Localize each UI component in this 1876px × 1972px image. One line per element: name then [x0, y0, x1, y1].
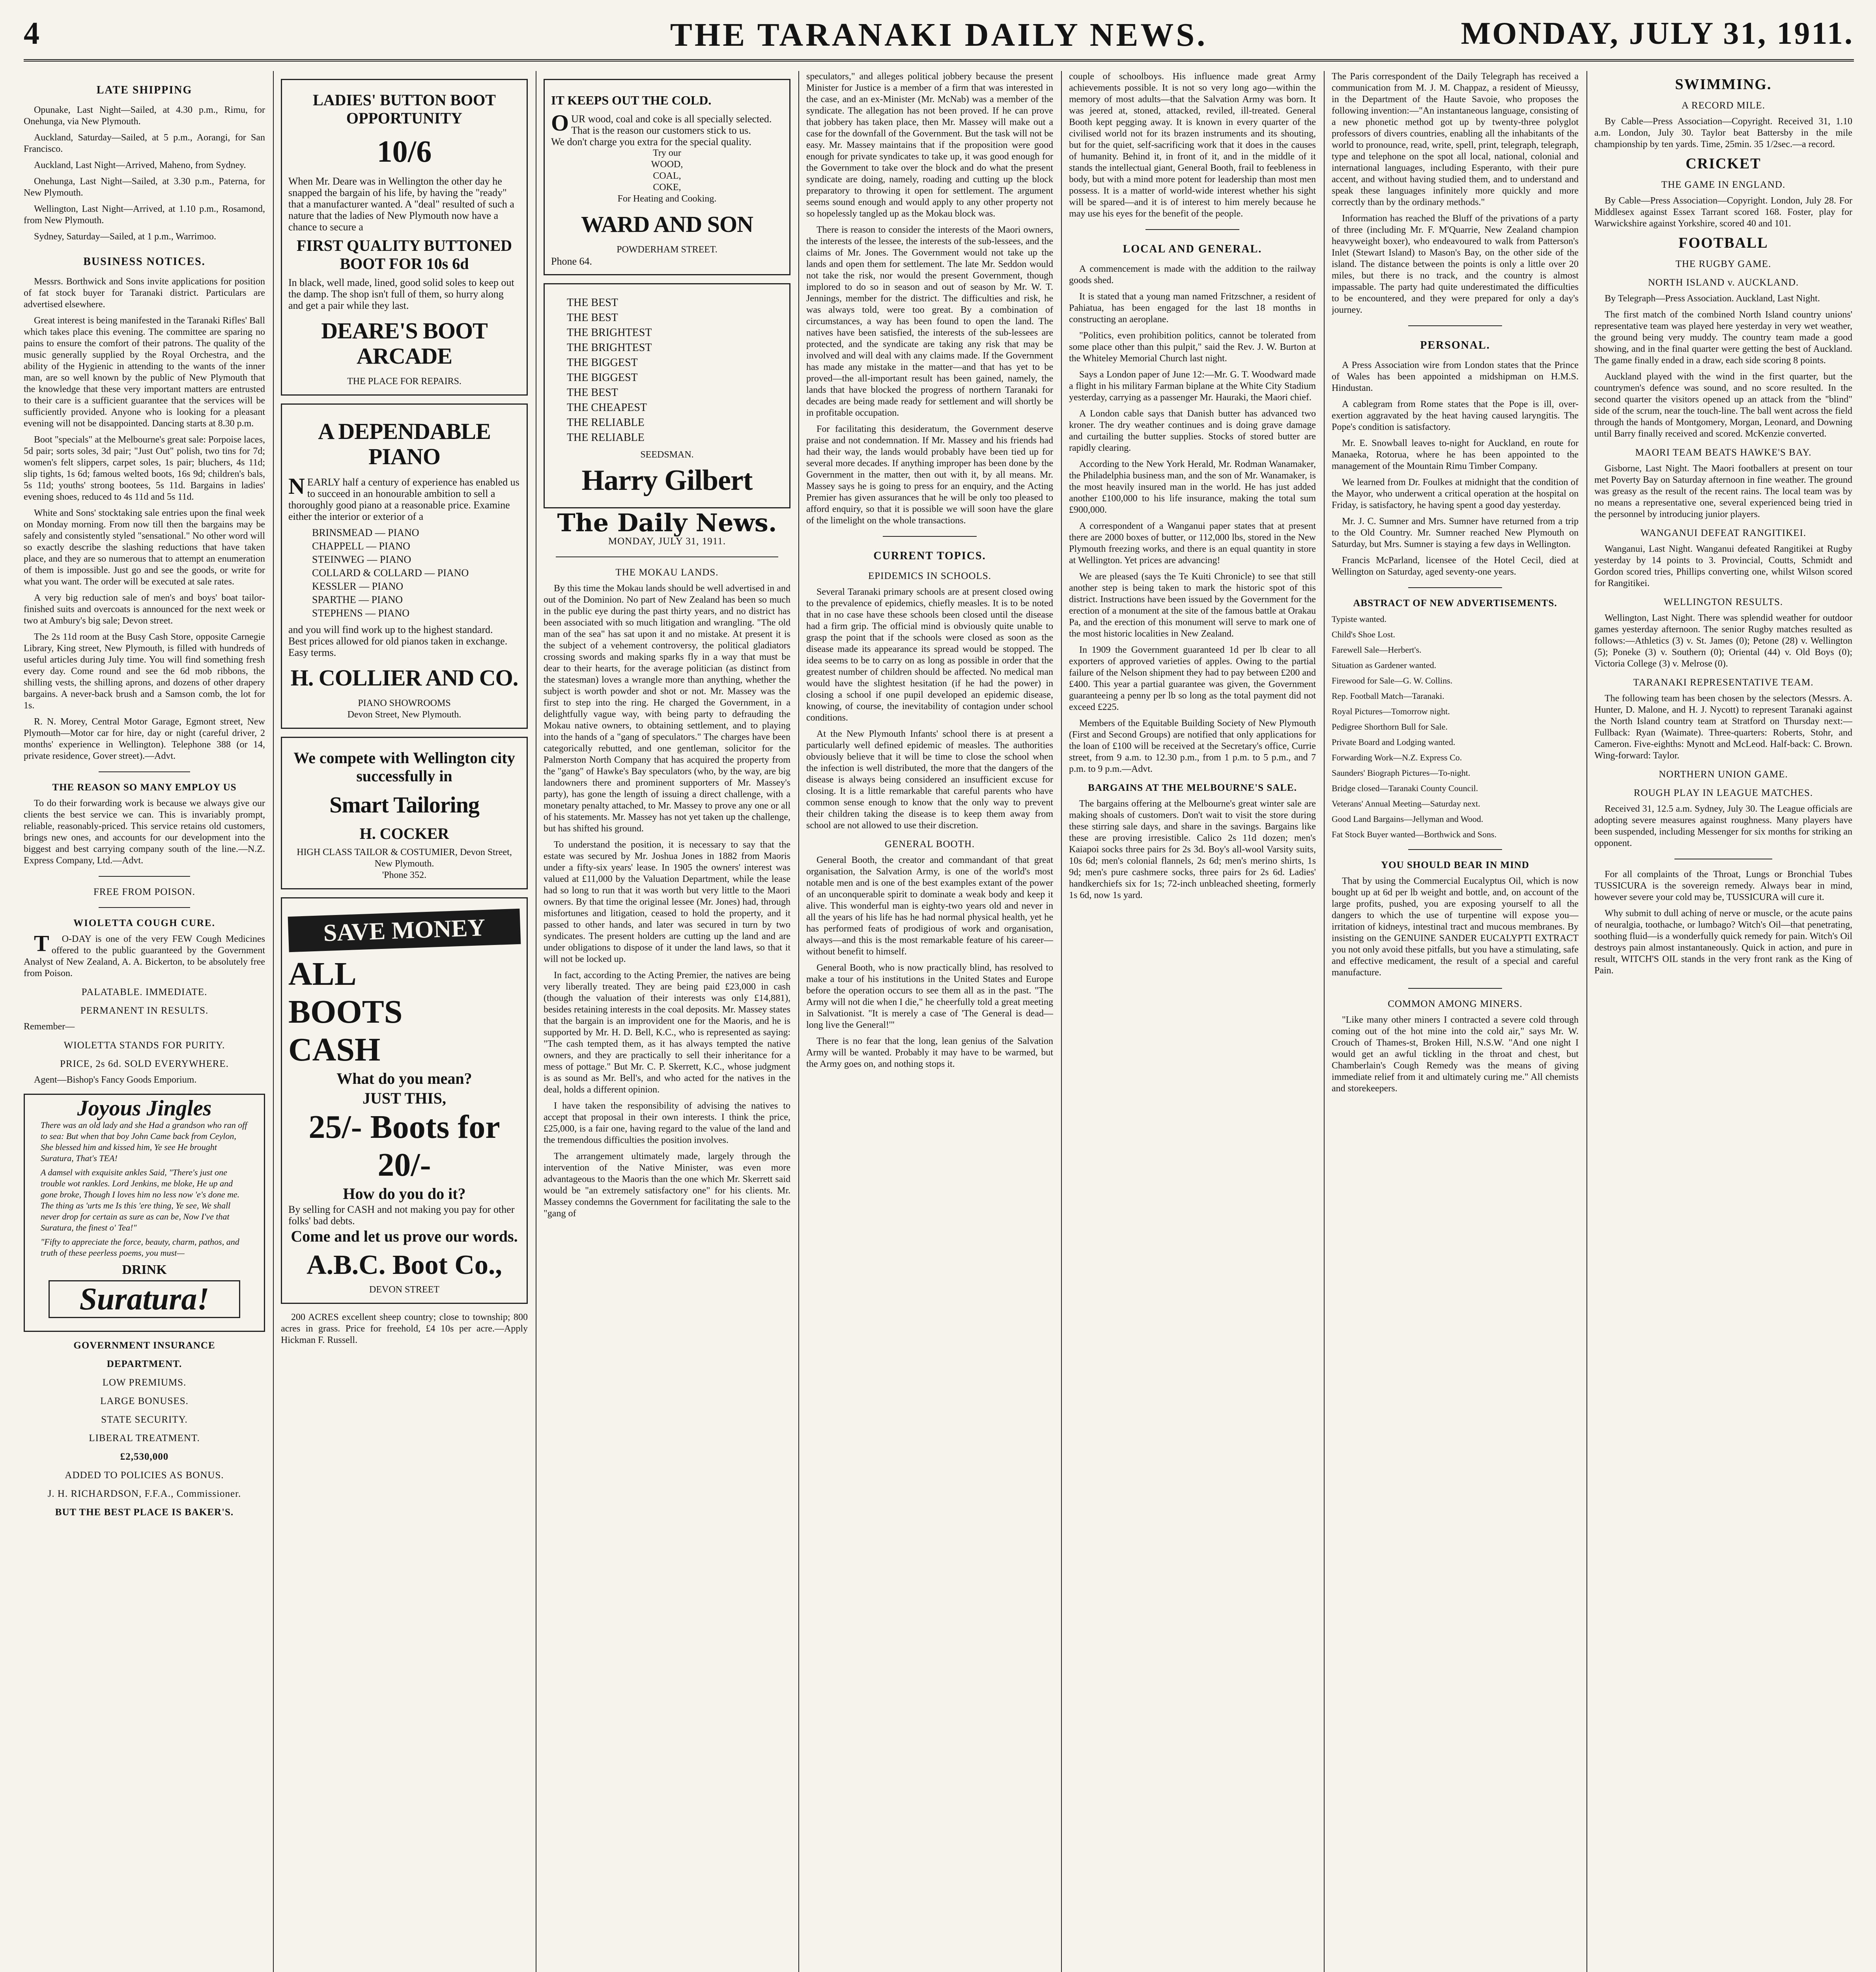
column-7	[1594, 71, 1852, 1972]
remember-label: Remember—	[24, 1021, 75, 1032]
piano-brand: SPARTHE — PIANO	[312, 594, 403, 605]
piano-brand: BRINSMEAD — PIANO	[312, 527, 419, 538]
football-text: Gisborne, Last Night. The Maori footballers at present on tour met Poverty Bay on Saturday afternoon in fine weather. The ground was greasy as the result of the recent rains. The local team was by no means a representative one, several experienced being tried in the personnel by introducing junior players.	[1594, 463, 1852, 519]
personal-item: Mr. E. Snowball leaves to-night for Auckland, en route for Manaeka, Rotorua, where he has been appointed to the management of the Mountain Rimu Timber Company.	[1332, 438, 1579, 471]
divider	[1145, 229, 1239, 230]
shipping-item: Auckland, Saturday—Sailed, at 5 p.m., Aorangi, for San Francisco.	[24, 133, 265, 154]
best-item: THE BEST	[567, 387, 618, 399]
editorial-paragraph: speculators," and alleges political jobbery because the present Minister for Justice is a member of a firm that was interested in the case, and an ex-Minister (Mr. McNab) was a member of the syndicate. The allegation has not been proved. If he can prove that jobbery has taken place, then Mr. Massey will make out a case for the downfall of the Government. But the task will not be easy. Mr. Massey maintains that if the proposition were good enough for private syndicates to take up, it was good enough for the Government to take over the block and do what the present syndicate are doing, namely, roading and cutting up the block preparatory to throwing it open for settlement. The argument seems sound enough and would apply to any other property not so hopelessly tangled up as the Mokau block was.	[806, 71, 1053, 219]
abstract-item: Forwarding Work—N.Z. Express Co.	[1332, 753, 1462, 762]
local-item: The Paris correspondent of the Daily Telegraph has received a communication from M. J. M. Chappaz, a resident of Mieussy, in the Department of the Haute Savoie, who proposes the following invention:—"An instantaneous language, consisting of a new phonetic method got up by twenty-three polyglot professors of divers countries, enabling all the inhabitants of the world to pronounce, read, write, spell, print, telegraph, telegraph, type and telephone on the spot all local, national, colonial and international languages, including Esperanto, with their pure accent, and without having studied them, and to understand and speak these languages infinitely more quickly and more correctly than by the ordinary methods."	[1332, 71, 1579, 207]
divider	[1408, 325, 1502, 326]
collier-name: H. COLLIER AND CO.	[290, 665, 518, 691]
shipping-item: Auckland, Last Night—Arrived, Maheno, from Sydney.	[34, 160, 246, 170]
jingle-verse: A damsel with exquisite ankles Said, "There's just one trouble wot rankles. Lord Jenkins, me bloke, He up and gone broke, Though I loves him no less now 'e's done me. The thing as 'urts me Is this 'ere thing, Ye see, We shall never drop for certain as sure as can be, Now I've that Suratura, the finest o' Tea!"	[41, 1167, 240, 1232]
palatable-line: PALATABLE. IMMEDIATE.	[81, 987, 207, 997]
abstract-item: Veterans' Annual Meeting—Saturday next.	[1332, 799, 1480, 809]
insurance-heading: GOVERNMENT INSURANCE	[73, 1340, 215, 1351]
harry-gilbert-name: Harry Gilbert	[581, 464, 753, 497]
column-2	[281, 71, 528, 1972]
column-4	[806, 71, 1053, 1972]
abstract-item: Private Board and Lodging wanted.	[1332, 737, 1456, 747]
issue-date: MONDAY, JULY 31, 1911.	[1461, 16, 1854, 51]
football-text: The first match of the combined North Island country unions' representative team was played here yesterday in very wet weather, the ground being very muddy. The country team made a good showing, and in the final quarter were getting the best of Auckland. The game finally ended in a draw, each side scoring 8 points.	[1594, 310, 1852, 366]
local-item: A correspondent of a Wanganui paper states that at present there are 2000 boxes of butter, or 112,000 lbs, stored in the New Plymouth freezing works, and there is an equal quantity in store at Wellington. Yet prices are advancing!	[1069, 521, 1316, 566]
piano-ad	[281, 403, 528, 729]
shipping-item: Wellington, Last Night—Arrived, at 1.10 p.m., Rosamond, from New Plymouth.	[24, 204, 265, 226]
harry-gilbert-ad	[544, 283, 790, 508]
collier-showrooms: PIANO SHOWROOMS	[358, 698, 451, 708]
abstract-item: Good Land Bargains—Jellyman and Wood.	[1332, 814, 1484, 824]
insurance-line: LOW PREMIUMS.	[102, 1377, 187, 1388]
cocker-name: H. COCKER	[359, 825, 449, 842]
local-item: A London cable says that Danish butter has advanced two kroner. The dry weather continues and is doing grave damage and curtailing the butter supplies. Stocks of stored butter are rapidly clearing.	[1069, 409, 1316, 453]
best-list	[567, 295, 783, 445]
piano-brand: STEINWEG — PIANO	[312, 554, 411, 565]
cocker-tailoring-ad	[281, 737, 528, 889]
general-booth-heading: GENERAL BOOTH.	[884, 839, 975, 850]
topic-paragraph: Several Taranaki primary schools are at present closed owing to the prevalence of epidemics, chiefly measles. It is to be noted that in no case have these schools been closed until the disease had a firm grip. The official mind is obviously quite unable to grasp the point that if the schools were closed as soon as the disease made its appearance its spread would be stopped. The idea seems to be to carry on as long as possible in order that the greatest number of children should be affected. No medical man would have the slightest hesitation (if he had the power) in closing a school if one pupil developed an epidemic disease, knowing, of course, the inevitability of contagion under school conditions.	[806, 587, 1053, 723]
bargains-text: The bargains offering at the Melbourne's great winter sale are making shoals of customers. Don't wait to visit the store during these stirring sale days, and share in the savings. Bargains like these are proving irresistible. Calico 2s 11d dozen; men's Kaiapoi socks three pairs for 2s 3d. Boy's all-wool Varsity suits, 10s 6d; men's colonial flannels, 2s 6d; men's merino shirts, 1s 9d; men's pure cashmere socks, three pairs for 2s 6d. Ladies' handkerchiefs six for 1s; 72-inch unbleached sheeting, formerly 1s 6d, now 1s yard.	[1069, 799, 1316, 900]
cricket-england-heading: THE GAME IN ENGLAND.	[1661, 179, 1786, 190]
personal-item: Francis McParland, licensee of the Hotel Cecil, died at Wellington on Saturday, aged seventy-one years.	[1332, 555, 1579, 577]
northern-union-heading: NORTHERN UNION GAME.	[1659, 769, 1788, 780]
insurance-line: ADDED TO POLICIES AS BONUS.	[65, 1470, 224, 1481]
mokau-heading: THE MOKAU LANDS.	[615, 567, 719, 578]
shipping-item: Sydney, Saturday—Sailed, at 1 p.m., Warrimoo.	[34, 232, 216, 242]
piano-heading: A DEPENDABLE PIANO	[318, 418, 491, 469]
topic-paragraph: There is no fear that the long, lean genius of the Salvation Army will be wanted. Probably it may have to be warmed, but the Army goes on, and nothing stops it.	[806, 1036, 1053, 1069]
editorial-paragraph: To understand the position, it is necessary to say that the estate was secured by Mr. Joshua Jones in 1882 from Maoris under a fifty-six years' lease. In 1905 the owners' interest was valued at £11,000 by the Valuation Department, while the lease had so long to run that it was worth but very little to the Maori owners. By that time the original lessee (Mr. Jones) had, through misfortunes and litigation, ceased to hold the property, and it passed to other hands, and later was secured in turn by two syndicates. The present holders are cutting up the land and are under obligations to dispose of it under the land laws, so that it will not be locked up.	[544, 840, 790, 964]
keeps-out-cold: IT KEEPS OUT THE COLD.	[551, 93, 712, 107]
come-prove: Come and let us prove our words.	[291, 1227, 518, 1245]
football-heading: FOOTBALL	[1678, 235, 1768, 251]
editorial-paragraph: I have taken the responsibility of advising the natives to accept that proposal in their own interests. I think the price, £25,000, is a fair one, having regard to the value of the land and the tremendous difficulties the position involves.	[544, 1101, 790, 1145]
divider	[99, 771, 191, 772]
drink-label: DRINK	[122, 1262, 167, 1277]
local-item: It is stated that a young man named Fritzschner, a resident of Pahiatua, has been engaged for the last 18 months in constructing an aeroplane.	[1069, 291, 1316, 325]
business-notice: Boot "specials" at the Melbourne's great sale: Porpoise laces, 5d pair; sorts soles, 3d pair; "Just Out" polish, two tins for 7d; women's felt slippers, carpet soles, 1s pair; bluchers, 4s 11d; slip tights, 1s 6d; famous welted boots, 16s 9d; children's bals, 5s 11d; youths' strong bootees, 5s 11d. Bargains in ladies' evening shoes, reduced to 4s 11d and 5s 11d.	[24, 435, 265, 502]
abstract-heading: ABSTRACT OF NEW ADVERTISEMENTS.	[1353, 598, 1557, 609]
wioletta-text: TO-DAY is one of the very FEW Cough Medicines offered to the public guaranteed by the Government Analyst of New Zealand, A. A. Bickerton, to be absolutely free from Poison.	[24, 930, 265, 979]
cocker-smart-tailoring: Smart Tailoring	[329, 792, 479, 818]
reason-heading: THE REASON SO MANY EMPLOY US	[52, 782, 237, 793]
piano-text: NEARLY half a century of experience has enabled us to succeed in an honourable ambition to sell a thoroughly good piano at a reasonable price. Examine either the interior or exterior of a	[288, 473, 519, 522]
piano-brand: COLLARD & COLLARD — PIANO	[312, 567, 469, 579]
piano-brand: STEPHENS — PIANO	[312, 607, 410, 619]
cricket-heading: CRICKET	[1685, 155, 1761, 172]
abstract-item: Bridge closed—Taranaki County Council.	[1332, 783, 1478, 793]
miners-heading: COMMON AMONG MINERS.	[1388, 999, 1523, 1009]
cocker-phone: 'Phone 352.	[382, 870, 427, 880]
rough-play-heading: ROUGH PLAY IN LEAGUE MATCHES.	[1633, 788, 1813, 798]
ladies-text: When Mr. Deare was in Wellington the other day he snapped the bargain of his life, by having the "ready" that a manufacturer wanted. A "deal" resulted of such a nature that the ladies of New Plymouth now have a chance to secure a	[288, 176, 514, 233]
local-item: "Politics, even prohibition politics, cannot be tolerated from some place other than this pulpit," said the Rev. J. W. Burton at the Whiteley Memorial Church last night.	[1069, 331, 1316, 364]
insurance-line: LIBERAL TREATMENT.	[89, 1433, 200, 1444]
column-rule	[1061, 71, 1062, 1972]
editorial-paragraph: There is reason to consider the interests of the Maori owners, the interests of the lessee, the interests of the sub-lessees, and the claims of Mr. Jones. The Government would not take up the lands and open them for settlement. The late Mr. Seddon would not take the risk, nor would the present Government, though implored to do so in season and out of season by Mr. W. T. Jennings, member for the district. The difficulties and risk, he was always told, were too great. By a combination of circumstances, a way has been found to open the land. The natives have been satisfied, the interests of the sub-lessees are protected, and the syndicate are taking any risk that may be involved and will deal with any claims made. If the Government has made any mistake in the matter—and that has yet to be proved—the all-important result has been gained, namely, the lands that have blocked the progress of northern Taranaki for decades are being made ready for settlement and will shortly be in profitable occupation.	[806, 225, 1053, 418]
joyous-jingles-title: Joyous Jingles	[77, 1096, 212, 1120]
piano-brands	[312, 526, 520, 620]
north-island-heading: NORTH ISLAND v. AUCKLAND.	[1648, 277, 1799, 288]
best-item: THE BIGGEST	[567, 372, 638, 384]
fuel-for: For Heating and Cooking.	[617, 194, 717, 204]
deare-tagline: THE PLACE FOR REPAIRS.	[347, 376, 462, 387]
topic-paragraph: At the New Plymouth Infants' school there is at present a particularly well defined epidemic of measles. The authorities obviously believe that it will be time to close the school when the infection is well distributed, the more that the dangers of the disease is always being considered an insufficient excuse for closing. It is a little remarkable that careful parents who have common sense enough to know that the only way to prevent their children taking the disease is to keep them away from school are not allowed to use their discretion.	[806, 729, 1053, 831]
piano-exchange: Best prices allowed for old pianos taken in exchange. Easy terms.	[288, 635, 508, 658]
miners-text: "Like many other miners I contracted a severe cold through coming out of the hot mine into the cold air," says Mr. W. Crouch of Thames-st, Broken Hill, N.S.W. "And one night I would get an awful tickling in the throat and chest, but Chamberlain's Cough Remedy was the means of giving immediate relief from it and ultimately curing me." All chemists and storekeepers.	[1332, 1015, 1579, 1094]
insurance-signature: J. H. RICHARDSON, F.F.A., Commissioner.	[47, 1488, 241, 1499]
insurance-line: LARGE BONUSES.	[100, 1396, 189, 1406]
best-item: THE BIGGEST	[567, 357, 638, 369]
cash-word: CASH	[288, 1031, 381, 1068]
bear-in-mind-heading: YOU SHOULD BEAR IN MIND	[1381, 860, 1529, 870]
topic-paragraph: couple of schoolboys. His influence made great Army achievements possible. It is not so very long ago—within the memory of most adults—that the Salvation Army was born. It was jeered at, stoned, attacked, reviled, ill-treated. General Booth kept pegging away. It is known in every quarter of the civilised world not for its brazen instruments and its shouting, but for the quiet, self-sacrificing work that it does in the causes of humanity. Behind it, in front of it, and in the middle of it stands the intellectual giant, General Booth, frail to feebleness in body, but with a mind more potent for leadership than most men possess. It is a matter of world-wide interest whether his sight will be spared—and it is of interest to him merely because he may use his eyes for the benefit of the people.	[1069, 71, 1316, 219]
insurance-line: £2,530,000	[120, 1451, 169, 1462]
poison-heading: FREE FROM POISON.	[93, 887, 196, 897]
page-number: 4	[24, 16, 39, 51]
divider	[1408, 587, 1502, 588]
football-text: Wanganui, Last Night. Wanganui defeated Rangitikei at Rugby yesterday by 14 points to 3. Provincial, Coutts, Schmidt and Gordon scored tries, Phillips converting one, whilst Wilson scored for Rangitikei.	[1594, 544, 1852, 588]
acres-notice: 200 ACRES excellent sheep country; close to township; 800 acres in grass. Price for freehold, £4 10s per acre.—Apply Hickman F. Russell.	[281, 1312, 528, 1345]
shipping-item: Opunake, Last Night—Sailed, at 4.30 p.m., Rimu, for Onehunga, via New Plymouth.	[24, 105, 265, 127]
daily-news-date: MONDAY, JULY 31, 1911.	[608, 536, 726, 547]
shipping-item: Onehunga, Last Night—Sailed, at 3.30 p.m., Paterna, for New Plymouth.	[24, 176, 265, 198]
column-rule	[1586, 71, 1587, 1972]
abstract-item: Fat Stock Buyer wanted—Borthwick and Sons.	[1332, 829, 1497, 839]
abstract-item: Rep. Football Match—Taranaki.	[1332, 691, 1444, 701]
current-topics-heading: CURRENT TOPICS.	[873, 550, 986, 562]
business-notice: A very big reduction sale of men's and boys' boat tailor-finished suits and overcoats is announced for the next week or two at Ambury's big sale; Devon street.	[24, 593, 265, 626]
abc-street: DEVON STREET	[369, 1285, 439, 1295]
best-item: THE RELIABLE	[567, 416, 645, 429]
football-text: Auckland played with the wind in the first quarter, but the countrymen's defence was sound, and no score resulted. In the second quarter the visitors opened up an attack from the "blind" side of the scrum, near the touch-line. The ball went across the field through the hands of Montgomery, Morgan, Leonard, and Downing until Barry finally received and scored. McKenzie converted.	[1594, 372, 1852, 439]
maori-team-heading: MAORI TEAM BEATS HAWKE'S BAY.	[1635, 447, 1812, 458]
local-item: Members of the Equitable Building Society of New Plymouth (First and Second Groups) are notified that only applications for the loan of £100 will be received at the Secretary's office, Currie street, from 9 a.m. to 12.30 p.m., from 1 p.m. to 5 p.m., and 7 p.m. to 9 p.m.—Advt.	[1069, 718, 1316, 774]
wanganui-heading: WANGANUI DEFEAT RANGITIKEI.	[1640, 528, 1807, 538]
collier-address: Devon Street, New Plymouth.	[347, 710, 462, 720]
best-item: THE BEST	[567, 312, 618, 324]
piano-brand: CHAPPELL — PIANO	[312, 540, 410, 552]
local-item: According to the New York Herald, Mr. Rodman Wanamaker, the Philadelphia business man, and the son of Mr. Wanamaker, is the most heavily insured man in the world. He has just added another £100,000 to his life insurance, making the total sum £900,000.	[1069, 459, 1316, 515]
ladies-heading: LADIES' BUTTON BOOT OPPORTUNITY	[313, 91, 496, 127]
piano-more: and you will find work up to the highest standard.	[288, 624, 493, 635]
personal-item: A cablegram from Rome states that the Pope is ill, over-exertion aggravated by the heat having caused laryngitis. The Pope's condition is satisfactory.	[1332, 399, 1579, 432]
divider	[99, 876, 191, 877]
abstract-item: Saunders' Biograph Pictures—To-night.	[1332, 768, 1471, 778]
column-6	[1332, 71, 1579, 1972]
daily-news-heading: The Daily News.	[557, 508, 777, 537]
bear-in-mind-text: That by using the Commercial Eucalyptus Oil, which is now bought up at 6d per lb weight and bottle, and, on account of the large profits, pushed, you are exposing yourself to all the dangers to which the use of turpentine will expose you—irritation of kidneys, intestinal tract and mucous membranes. By insisting on the GENUINE SANDER EUCALYPTI EXTRACT you not only avoid these pitfalls, but you have a stimulating, safe and effective medicament, the result of a special and careful manufacture.	[1332, 876, 1579, 978]
business-notice: Messrs. Borthwick and Sons invite applications for position of fat stock buyer for Taranaki district. Particulars are advertised elsewhere.	[24, 276, 265, 310]
swimming-text: By Cable—Press Association—Copyright. Received 31, 1.10 a.m. London, July 30. Taylor beat Battersby in the mile championship by ten yards. Time, 25min. 35 1/2sec.—a record.	[1594, 116, 1852, 149]
cocker-compete: We compete with Wellington city successfully in	[293, 749, 515, 785]
fuel-item: WOOD,	[651, 159, 683, 170]
column-3	[544, 71, 790, 1972]
football-text: Wellington, Last Night. There was splendid weather for outdoor games yesterday afternoon. The senior Rugby matches resulted as follows:—Athletics (3) v. St. James (0); Petone (28) v. Wellington (5); Poneke (3) v. Southern (0); Oriental (44) v. Old Boys (0); Victoria College (3) v. Melrose (0).	[1594, 613, 1852, 669]
newspaper-title: THE TARANAKI DAILY NEWS.	[670, 17, 1208, 53]
topic-paragraph: General Booth, who is now practically blind, has resolved to make a tour of his institutions in the United States and Europe before the operation occurs to see them all as in the past. "The Army will not die when I die," he cheerfully told a great meeting in Salvationist. "It is merely a case of 'The General is dead—long live the General!'"	[806, 963, 1053, 1030]
all-word: ALL	[288, 956, 357, 992]
local-general-heading: LOCAL AND GENERAL.	[1123, 243, 1262, 255]
column-1	[24, 71, 265, 1972]
tussicura-ad: For all complaints of the Throat, Lungs or Bronchial Tubes TUSSICURA is the sovereign remedy. Always bear in mind, however severe your cold may be, TUSSICURA will cure it.	[1594, 869, 1852, 902]
try-our: Try our	[653, 148, 681, 158]
how-do-you-do-it: How do you do it?	[343, 1185, 466, 1203]
save-money-banner: SAVE MONEY	[288, 909, 521, 952]
button-boot-ad	[281, 79, 528, 396]
bargains-heading: BARGAINS AT THE MELBOURNE'S SALE.	[1088, 782, 1297, 793]
business-notices-heading: BUSINESS NOTICES.	[83, 256, 206, 268]
abstract-item: Farewell Sale—Herbert's.	[1332, 645, 1422, 655]
best-item: THE BRIGHTEST	[567, 342, 652, 354]
boots-price: 25/- Boots for 20/-	[308, 1109, 500, 1183]
best-item: THE RELIABLE	[567, 431, 645, 444]
ward-street: POWDERHAM STREET.	[617, 245, 718, 255]
football-text: By Telegraph—Press Association. Auckland, Last Night.	[1605, 293, 1820, 304]
local-item: A commencement is made with the addition to the railway goods shed.	[1069, 264, 1316, 286]
bakers-notice: BUT THE BEST PLACE IS BAKER'S.	[55, 1507, 234, 1518]
local-item: We are pleased (says the Te Kuiti Chronicle) to see that still another step is being taken to mark the historic spot of this district. Instructions have been issued by the Government for the erection of a monument at the site of the famous battle at Orakau Pa, and the erection of this monument will serve to mark one of the most historic localities in New Zealand.	[1069, 571, 1316, 639]
football-text: Received 31, 12.5 a.m. Sydney, July 30. The League officials are adopting severe measures against roughness. Many players have been suspended, including Messenger for six months for striking an opponent.	[1594, 804, 1852, 848]
best-item: THE CHEAPEST	[567, 401, 647, 414]
insurance-line: STATE SECURITY.	[101, 1414, 188, 1425]
abstract-item: Firewood for Sale—G. W. Collins.	[1332, 676, 1453, 685]
palatable-line: PERMANENT IN RESULTS.	[80, 1005, 209, 1016]
editorial-paragraph: By this time the Mokau lands should be well advertised in and out of the Dominion. No part of New Zealand has been so much in the public eye during the past thirty years, and no district has been associated with so much litigation and wrangling. "The old man of the sea" has sat upon it and no mistake. At present it is the subject of a vehement controversy, the political gladiators crossing swords and making sparks fly in a way that must be dear to their hearts, for the average politician (as distinct from the statesman) loves a wrangle more than anything, whether the subject is worth powder and shot or not. Mr. Massey was the first to step into the ring. He charged the Government, in a delightfully vague way, with being party to defrauding the Mokau native owners, to obtaining settlement, and to playing into the hands of a "gang of speculators." The charges have been categorically rebutted, and one gentleman, solicitor for the Palmerston North Company that has acquired the property from the "gang" of Hawke's Bay speculators (who, by the way, are big landowners there and prominent supporters of Mr. Massey's party), has gone the length of issuing a direct challenge, with a monetary penalty attached, to Mr. Massey to prove any one or all of his statements. Mr. Massey has not yet taken up the challenge, but has shifted his ground.	[544, 583, 790, 834]
suratura-tea-ad	[24, 1094, 265, 1332]
divider	[1408, 849, 1502, 850]
divider	[1408, 988, 1502, 989]
business-notice: White and Sons' stocktaking sale entries upon the final week on Monday morning. From now till then the bargains may be safely and consistently styled "sensational." No other word will so exactly describe the slashing reductions that have taken place, and they are so numerous that to attempt an enumeration of them is impossible. Just go and see the goods, or write for what you want. The order will be executed at sale rates.	[24, 508, 265, 587]
editorial-paragraph: The arrangement ultimately made, largely through the intervention of the Native Minister, was even more advantageous to the Maoris than the one which Mr. Skerrett said would be "an extremely satisfactory one" for his clients. Mr. Massey condemns the Government for facilitating the sale to the "gang of	[544, 1151, 790, 1219]
business-notice: R. N. Morey, Central Motor Garage, Egmont street, New Plymouth—Motor car for hire, day or night (careful driver, 2 months' experience in Wellington). Telephone 388 (or 14, private residence, Gover street).—Advt.	[24, 717, 265, 761]
first-quality-heading: FIRST QUALITY BUTTONED BOOT FOR 10s 6d	[296, 237, 512, 273]
seedsman-label: SEEDSMAN.	[640, 450, 694, 460]
local-item: Says a London paper of June 12:—Mr. G. T. Woodward made a flight in his military Farman biplane at the White City Stadium yesterday, carrying as a passenger Mr. Hauraki, the Maori chief.	[1069, 370, 1316, 403]
best-item: THE BRIGHTEST	[567, 327, 652, 339]
rugby-heading: THE RUGBY GAME.	[1675, 259, 1771, 269]
wellington-results-heading: WELLINGTON RESULTS.	[1663, 597, 1783, 607]
personal-item: Mr. J. C. Sumner and Mrs. Sumner have returned from a trip to the Old Country. Mr. Sumner reached New Plymouth on Saturday, but Mrs. Sumner is staying a few days in Wellington.	[1332, 516, 1579, 549]
best-item: THE BEST	[567, 297, 618, 309]
column-rule	[1324, 71, 1325, 1972]
jingle-verse: There was an old lady and she Had a grandson who ran off to sea: But when that boy John Came back from Ceylon, She blessed him and kissed him, Ye see He brought Suratura, That's TEA!	[41, 1120, 247, 1163]
just-this: JUST THIS,	[362, 1089, 446, 1107]
witchs-oil-ad: Why submit to dull aching of nerve or muscle, or the acute pains of neuralgia, toothache, or lumbago? Witch's Oil—that penetrating, soothing fluid—is a wonderfully quick remedy for pain. Witch's Oil destroys pain almost instantaneously. Quick in action, and pure in result, WITCH'S OIL stands in the very front rank as the King of Pain.	[1594, 908, 1852, 976]
piano-brand: KESSLER — PIANO	[312, 581, 404, 592]
ladies-price: 10/6	[377, 134, 432, 168]
personal-item: We learned from Dr. Foulkes at midnight that the condition of the Mayor, who underwent a critical operation at the hospital on Friday, is satisfactory, he having spent a good day yesterday.	[1332, 477, 1579, 510]
wioletta-price: PRICE, 2s 6d. SOLD EVERYWHERE.	[60, 1059, 229, 1069]
deare-boot-arcade: DEARE'S BOOT ARCADE	[321, 318, 488, 369]
epidemics-heading: EPIDEMICS IN SCHOOLS.	[868, 571, 991, 581]
abc-boot-ad	[281, 897, 528, 1304]
abstract-item: Typiste wanted.	[1332, 614, 1386, 624]
business-notice: The 2s 11d room at the Busy Cash Store, opposite Carnegie Library, King street, New Plymouth, is filled with hundreds of useful articles during July time. You will find something fresh every day. Come round and see the 6d mob ribbons, the shilling vests, the shilling aprons, and dozens of other drapery bargains. A never-back brush and a Samson comb, the lot for 1s.	[24, 632, 265, 711]
personal-heading: PERSONAL.	[1420, 339, 1490, 351]
column-rule	[273, 71, 274, 1972]
editorial-paragraph: For facilitating this desideratum, the Government deserve praise and not condemnation. If Mr. Massey and his friends had had their way, the lands would probably have been tied up for several more decades. If anything improper has been done by the Government in the matter, then out with it, by all means. Mr. Massey says he is going to press for an enquiry, and the Acting Premier has given assurances that he will be only too pleased to afford enquiry, so that it is possible we will soon have the glare of the limelight on the whole transactions.	[806, 424, 1053, 526]
abstract-item: Royal Pictures—Tomorrow night.	[1332, 706, 1450, 716]
column-rule	[798, 71, 799, 1972]
local-item: Information has reached the Bluff of the privations of a party of three (including Mr. F. M'Quarrie, New Zealand champion heavyweight boxer), who endeavoured to walk from Patterson's Inlet (Stewart Island) to Mason's Bay, on the other side of the island. The distance between the points is only a little over 20 miles, but there is no track, and the country is almost impassable. The party had quite underestimated the difficulties to be encountered, and they were prepared for only a day's journey.	[1332, 213, 1579, 315]
wioletta-purity: WIOLETTA STANDS FOR PURITY.	[64, 1040, 225, 1051]
first-quality-text: In black, well made, lined, good solid soles to keep out the damp. The shop isn't full of them, so hurry along and get a pair while they last.	[288, 277, 514, 311]
topic-paragraph: General Booth, the creator and commandant of that great organisation, the Salvation Army, is one of the world's most notable men and is one of the best examples extant of the power of an unconquerable spirit to dominate a weak body and keep it alive. This wonderful man is eighty-two years old and never in all the years of his life has he had normal physical health, yet he has performed feats of prodigious of work and organisation, always—and this is the most remarkable feature of his career—without benefit to himself.	[806, 855, 1053, 957]
cocker-address: HIGH CLASS TAILOR & COSTUMIER, Devon Street, New Plymouth.	[297, 847, 512, 869]
divider	[99, 907, 191, 908]
cash-explanation: By selling for CASH and not making you pay for other folks' bad debts.	[288, 1204, 515, 1227]
ward-son-ad	[544, 79, 790, 275]
divider	[556, 556, 778, 557]
jingle-verse: "Fifty to appreciate the force, beauty, charm, pathos, and truth of these peerless poems, you must—	[41, 1237, 239, 1258]
fuel-item: COKE,	[653, 182, 681, 192]
cricket-text: By Cable—Press Association—Copyright. London, July 28. For Middlesex against Essex Tarrant scored 168. Foster, play for Warwickshire against Yorkshire, scored 40 and 101.	[1594, 196, 1852, 229]
ward-phone: Phone 64.	[551, 256, 592, 267]
football-text: The following team has been chosen by the selectors (Messrs. A. Hunter, D. Malone, and H. J. Nycott) to represent Taranaki against the North Island country team at Stratford on Thursday next:—Fullback: Ryan (Waimate). Three-quarters: Roberts, Stohr, and Cameron. Five-eighths: Mynott and McLeod. Half-back: C. Brown. Wing-forward: Taylor.	[1594, 693, 1852, 761]
ward-and-son: WARD AND SON	[581, 211, 753, 237]
what-mean: What do you mean?	[336, 1070, 472, 1087]
record-mile-heading: A RECORD MILE.	[1682, 100, 1765, 111]
reason-text: To do their forwarding work is because we always give our clients the best service we can. This is invariably prompt, reliable, reasonably-priced. This service retains old customers, brings new ones, and accounts for our development into the biggest and best carrying company south of the line.—N.Z. Express Company, Ltd.—Advt.	[24, 798, 265, 866]
masthead	[24, 16, 1854, 62]
local-item: In 1909 the Government guaranteed 1d per lb clear to all exporters of approved varieties of apples. Owing to the partial failure of the Nelson shipment they had to pay between £200 and £400. This year a partial guarantee was given, the Government guaranteeing a penny per lb so long as the total payment did not exceed £225.	[1069, 645, 1316, 712]
boots-word: BOOTS	[288, 993, 403, 1030]
taranaki-team-heading: TARANAKI REPRESENTATIVE TEAM.	[1633, 677, 1814, 688]
wood-coal-text: OUR wood, coal and coke is all specially selected. That is the reason our customers stick to us.	[551, 110, 772, 136]
column-5	[1069, 71, 1316, 1972]
abc-boot-co: A.B.C. Boot Co.,	[306, 1250, 502, 1280]
wioletta-agent: Agent—Bishop's Fancy Goods Emporium.	[34, 1075, 197, 1085]
personal-item: A Press Association wire from London states that the Prince of Wales has been appointed a midshipman on H.M.S. Hindustan.	[1332, 360, 1579, 393]
abstract-item: Pedigree Shorthorn Bull for Sale.	[1332, 722, 1448, 732]
divider	[883, 536, 977, 537]
wood-coal-text-2: We don't charge you extra for the special quality.	[551, 136, 751, 148]
editorial-paragraph: In fact, according to the Acting Premier, the natives are being very liberally treated. They are being paid £23,000 in cash (though the valuation of their interests was only £14,881), besides retaining interests in the coal deposits. Mr. Massey states that the bargain is an improvident one for the Maoris, and he is supported by Mr. H. D. Bell, K.C., who is represented as saying: "The cash tempted them, as it has always tempted the native owners, and they are practically to sell their inheritance for a mess of pottage." But Mr. C. P. Skerrett, K.C., whose judgment is as sound as Mr. Bell's, and who acted for the natives in the deal, holds a different opinion.	[544, 970, 790, 1095]
abstract-item: Child's Shoe Lost.	[1332, 629, 1396, 639]
late-shipping-heading: LATE SHIPPING	[96, 84, 192, 96]
business-notice: Great interest is being manifested in the Taranaki Rifles' Ball which takes place this evening. The committee are sparing no pains to ensure the comfort of their patrons. The quality of the music generally supplied by the Royal Orchestra, and the ability of the Hygienic in attending to the wants of the inner man, are so well known by the public of New Plymouth that the knowledge that these very important matters are entrusted to their care is a sufficient guarantee that the services will be sufficiently provided. Anyone who is looking for a pleasant evening will not be disappointed. Dancing starts at 8.30 p.m.	[24, 316, 265, 429]
suratura-brand: Suratura!	[49, 1280, 240, 1318]
fuel-item: COAL,	[653, 171, 681, 181]
insurance-department: DEPARTMENT.	[107, 1359, 182, 1369]
wioletta-title: WIOLETTA COUGH CURE.	[73, 918, 215, 928]
swimming-heading: SWIMMING.	[1675, 76, 1772, 93]
abstract-item: Situation as Gardener wanted.	[1332, 660, 1437, 670]
